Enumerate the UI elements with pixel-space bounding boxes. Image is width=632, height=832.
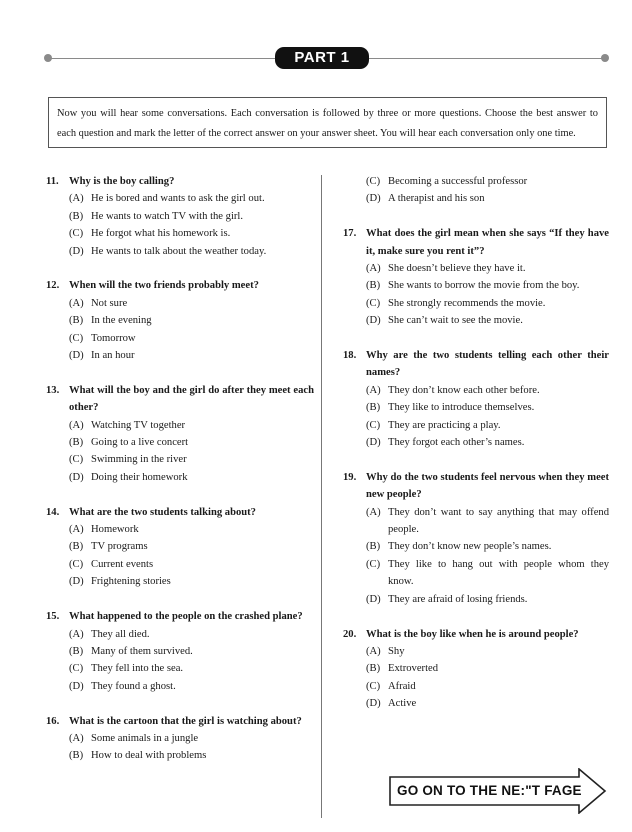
option-text: Frightening stories xyxy=(91,576,171,588)
question-item xyxy=(46,173,314,260)
question-item xyxy=(343,626,609,713)
question-text: Why is the boy calling? xyxy=(69,176,175,187)
option-letter: (A) xyxy=(69,419,84,431)
option-text: She wants to borrow the movie from the boy. xyxy=(388,280,580,292)
question-item xyxy=(46,608,314,695)
question-item xyxy=(343,173,609,208)
option-letter: (B) xyxy=(366,402,381,414)
option-text: Current events xyxy=(91,558,154,570)
answer-option xyxy=(343,295,609,312)
option-letter: (C) xyxy=(366,297,381,309)
option-text: He wants to talk about the weather today. xyxy=(91,245,267,257)
question-number: 16. xyxy=(46,715,60,727)
question-item xyxy=(46,504,314,591)
option-letter: (D) xyxy=(69,350,84,362)
option-text: They are afraid of losing friends. xyxy=(388,593,528,605)
option-letter: (C) xyxy=(69,663,84,675)
question-item xyxy=(343,225,609,329)
option-letter: (B) xyxy=(69,315,84,327)
question-item xyxy=(46,277,314,364)
option-letter: (B) xyxy=(69,645,84,657)
answer-option xyxy=(46,678,314,695)
option-text: She can’t wait to see the movie. xyxy=(388,315,523,327)
question-number: 15. xyxy=(46,611,60,623)
part-label: PART 1 xyxy=(275,47,369,69)
option-letter: (A) xyxy=(69,193,84,205)
question-number: 11. xyxy=(46,176,59,187)
option-text: TV programs xyxy=(91,541,148,553)
option-letter: (A) xyxy=(69,524,84,536)
answer-option xyxy=(46,225,314,242)
question-text: When will the two friends probably meet? xyxy=(69,280,259,292)
option-text: He wants to watch TV with the girl. xyxy=(91,210,244,222)
option-letter: (B) xyxy=(366,280,381,292)
option-letter: (C) xyxy=(69,558,84,570)
option-text: Becoming a successful professor xyxy=(388,176,528,187)
question-number: 12. xyxy=(46,280,60,292)
answer-option xyxy=(46,312,314,329)
answer-option xyxy=(46,295,314,312)
question-number: 19. xyxy=(343,471,357,483)
option-text: They don’t know new people’s names. xyxy=(388,541,552,553)
questions-right-column xyxy=(343,173,609,730)
question-header xyxy=(343,347,609,382)
option-text: They all died. xyxy=(91,628,150,640)
question-header xyxy=(46,277,314,294)
option-letter: (A) xyxy=(366,506,381,518)
option-text: They like to hang out with people whom they know. xyxy=(388,558,609,588)
option-text: Watching TV together xyxy=(91,419,186,431)
answer-option xyxy=(343,591,609,608)
answer-option xyxy=(46,573,314,590)
option-letter: (C) xyxy=(69,228,84,240)
answer-option xyxy=(46,556,314,573)
question-header xyxy=(46,173,314,190)
option-letter: (D) xyxy=(366,698,381,710)
option-letter: (D) xyxy=(69,471,84,483)
answer-option xyxy=(343,695,609,712)
option-text: They don’t know each other before. xyxy=(388,384,540,396)
answer-option xyxy=(343,190,609,207)
option-letter: (C) xyxy=(366,419,381,431)
option-letter: (A) xyxy=(366,645,381,657)
option-letter: (B) xyxy=(366,663,381,675)
question-item xyxy=(343,347,609,451)
page-header xyxy=(0,0,632,80)
option-letter: (D) xyxy=(69,680,84,692)
next-page-label: GO ON TO THE NE:"T FAGE xyxy=(397,783,582,798)
option-letter: (C) xyxy=(366,680,381,692)
option-letter: (A) xyxy=(69,297,84,309)
option-letter: (A) xyxy=(366,384,381,396)
answer-option xyxy=(343,312,609,329)
option-text: Some animals in a jungle xyxy=(91,732,199,744)
option-letter: (C) xyxy=(366,176,381,187)
question-text: Why do the two students feel nervous when they meet new people? xyxy=(366,471,609,501)
option-letter: (C) xyxy=(69,454,84,466)
option-letter: (D) xyxy=(366,437,381,449)
answer-option xyxy=(46,208,314,225)
option-text: She doesn’t believe they have it. xyxy=(388,263,526,275)
option-letter: (D) xyxy=(69,576,84,588)
question-number: 14. xyxy=(46,506,60,518)
answer-option xyxy=(46,243,314,260)
answer-option xyxy=(343,399,609,416)
answer-option xyxy=(46,417,314,434)
option-letter: (B) xyxy=(69,210,84,222)
option-text: Tomorrow xyxy=(91,332,136,344)
answer-option xyxy=(46,451,314,468)
option-letter: (D) xyxy=(366,315,381,327)
option-text: In an hour xyxy=(91,350,135,362)
answer-option xyxy=(343,417,609,434)
option-text: They forgot each other’s names. xyxy=(388,437,525,449)
header-rule-right xyxy=(369,58,604,59)
option-letter: (B) xyxy=(69,541,84,553)
option-text: He is bored and wants to ask the girl out. xyxy=(91,193,265,205)
answer-option xyxy=(343,260,609,277)
option-text: Doing their homework xyxy=(91,471,188,483)
answer-option xyxy=(46,521,314,538)
option-text: Not sure xyxy=(91,297,128,309)
answer-option xyxy=(343,678,609,695)
questions-left-column xyxy=(46,173,314,782)
header-rule-left xyxy=(48,58,276,59)
option-letter: (A) xyxy=(366,263,381,275)
option-text: They are practicing a play. xyxy=(388,419,501,431)
option-text: Afraid xyxy=(388,680,416,692)
question-header xyxy=(46,382,314,417)
answer-option xyxy=(46,730,314,747)
option-text: They found a ghost. xyxy=(91,680,176,692)
answer-option xyxy=(46,626,314,643)
answer-option xyxy=(343,277,609,294)
option-text: Many of them survived. xyxy=(91,645,193,657)
answer-option xyxy=(343,173,609,190)
question-number: 20. xyxy=(343,628,357,640)
question-text: What is the cartoon that the girl is watching about? xyxy=(69,715,302,727)
option-text: Homework xyxy=(91,524,139,536)
option-letter: (C) xyxy=(366,558,381,570)
question-header xyxy=(343,225,609,260)
option-text: Active xyxy=(388,698,417,710)
answer-option xyxy=(343,434,609,451)
question-text: What happened to the people on the crashed plane? xyxy=(69,611,303,623)
answer-option xyxy=(46,190,314,207)
option-text: They don’t want to say anything that may offend people. xyxy=(388,506,609,536)
option-text: How to deal with problems xyxy=(91,750,207,762)
answer-option xyxy=(46,747,314,764)
answer-option xyxy=(343,643,609,660)
option-letter: (C) xyxy=(69,332,84,344)
option-text: They like to introduce themselves. xyxy=(388,402,535,414)
answer-option xyxy=(46,469,314,486)
question-item xyxy=(46,382,314,486)
option-letter: (D) xyxy=(366,593,381,605)
question-header xyxy=(46,504,314,521)
answer-option xyxy=(46,538,314,555)
option-text: She strongly recommends the movie. xyxy=(388,297,546,309)
column-divider xyxy=(321,175,322,818)
question-item xyxy=(343,469,609,608)
answer-option xyxy=(343,538,609,555)
option-letter: (D) xyxy=(69,245,84,257)
rule-end-dot xyxy=(601,54,609,62)
answer-option xyxy=(46,660,314,677)
option-letter: (B) xyxy=(69,437,84,449)
question-item xyxy=(46,713,314,765)
answer-option xyxy=(343,660,609,677)
answer-option xyxy=(343,556,609,591)
instructions-box: Now you will hear some conversations. Each conversation is followed by three or more questions. Choose the best answer to each question and mark the letter of the correct answer on your answer sheet. You will hear each conversation only one time. xyxy=(48,97,607,148)
answer-option xyxy=(46,434,314,451)
question-text: What does the girl mean when she says “If they have it, make sure you rent it”? xyxy=(366,228,609,257)
question-header xyxy=(343,469,609,504)
option-text: Shy xyxy=(388,645,405,657)
option-text: He forgot what his homework is. xyxy=(91,228,231,240)
option-text: Going to a live concert xyxy=(91,437,189,449)
option-letter: (A) xyxy=(69,628,84,640)
option-letter: (A) xyxy=(69,732,84,744)
question-header xyxy=(46,713,314,730)
question-text: What are the two students talking about? xyxy=(69,506,256,518)
question-text: What is the boy like when he is around people? xyxy=(366,628,579,640)
option-text: A therapist and his son xyxy=(388,193,485,205)
answer-option xyxy=(46,330,314,347)
next-page-indicator xyxy=(389,768,607,814)
answer-option xyxy=(343,504,609,539)
question-number: 18. xyxy=(343,350,357,362)
question-number: 13. xyxy=(46,384,60,396)
option-text: Swimming in the river xyxy=(91,454,187,466)
option-text: They fell into the sea. xyxy=(91,663,184,675)
option-letter: (B) xyxy=(366,541,381,553)
answer-option xyxy=(46,643,314,660)
question-number: 17. xyxy=(343,228,357,240)
answer-option xyxy=(343,382,609,399)
option-letter: (B) xyxy=(69,750,84,762)
option-text: In the evening xyxy=(91,315,152,327)
option-letter: (D) xyxy=(366,193,381,205)
question-text: Why are the two students telling each other their names? xyxy=(366,350,609,379)
question-header xyxy=(343,626,609,643)
question-header xyxy=(46,608,314,625)
question-text: What will the boy and the girl do after they meet each other? xyxy=(69,384,314,414)
answer-option xyxy=(46,347,314,364)
option-text: Extroverted xyxy=(388,663,439,675)
